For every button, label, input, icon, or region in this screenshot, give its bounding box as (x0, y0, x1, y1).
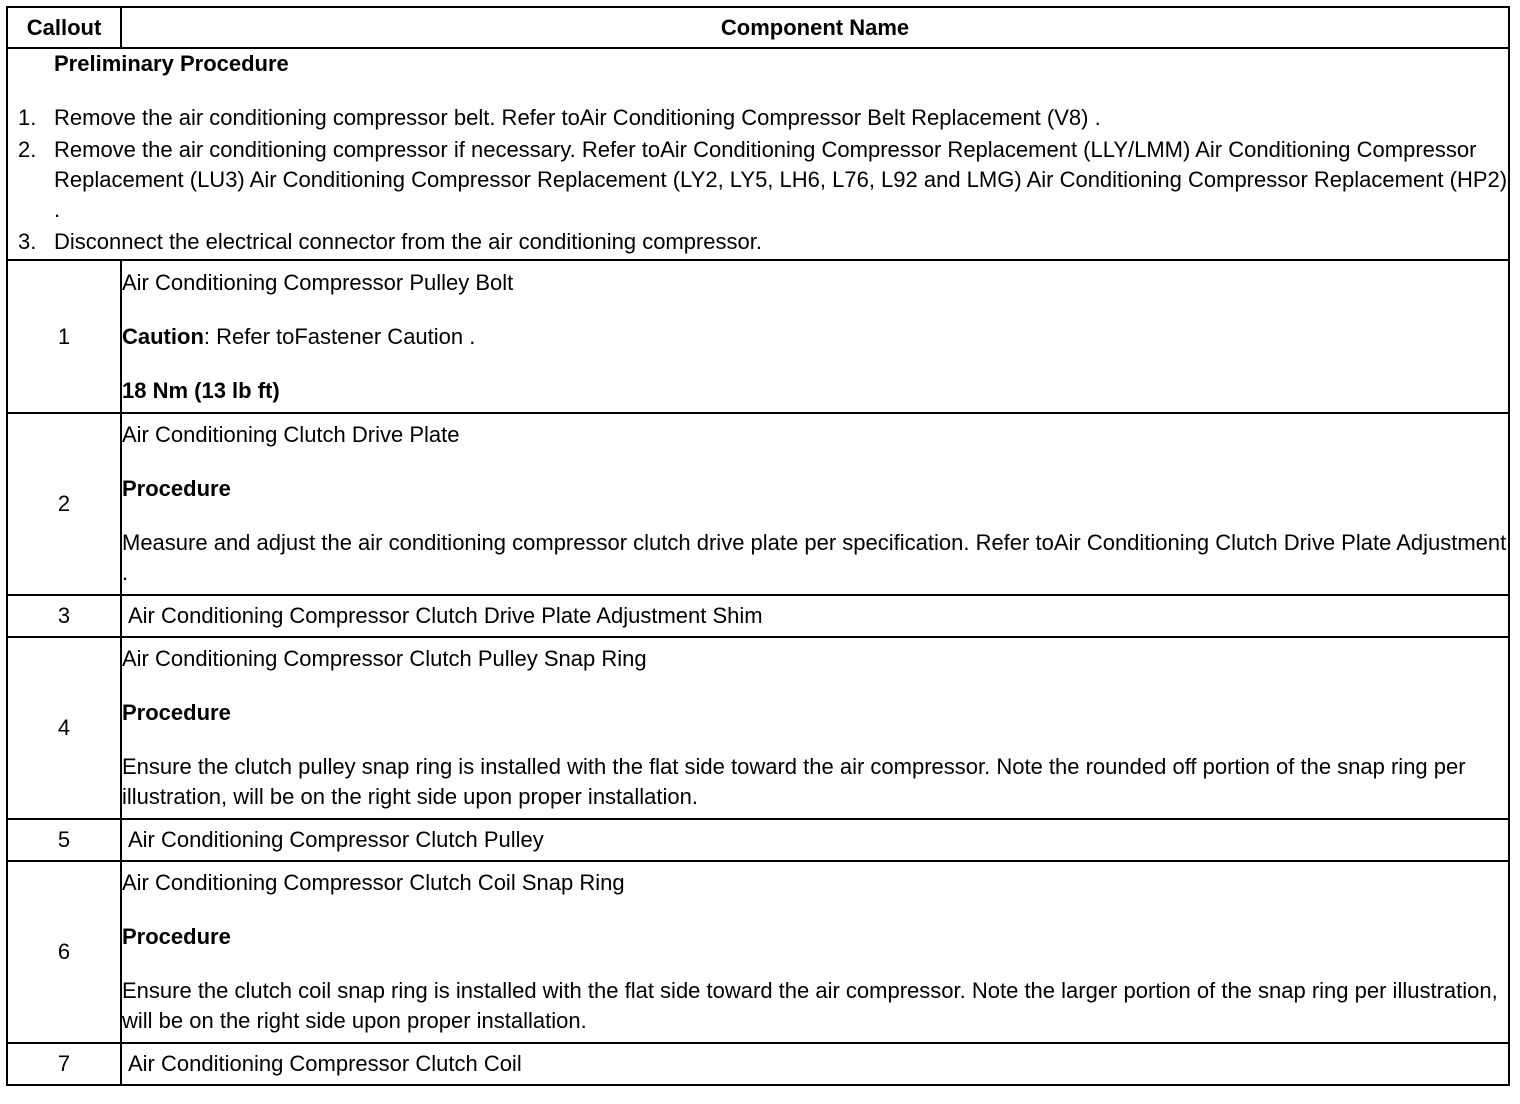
callout-cell: 7 (7, 1043, 121, 1085)
procedure-text: Measure and adjust the air conditioning compressor clutch drive plate per specification. Refer toAir Conditioning Clutch Drive Plate Adjustment . (122, 530, 1507, 585)
table-header-row (7, 7, 1509, 48)
component-cell (121, 637, 1509, 819)
procedure-label: Procedure (122, 700, 231, 725)
procedure-text: Ensure the clutch coil snap ring is installed with the flat side toward the air compressor. Note the larger portion of the snap ring per illustration, will be on the right side upon proper installation. (122, 978, 1498, 1033)
component-cell (121, 595, 1509, 637)
component-name: Air Conditioning Compressor Clutch Drive Plate Adjustment Shim (128, 603, 763, 628)
header-component-name: Component Name (121, 7, 1509, 48)
preliminary-step (8, 227, 1508, 257)
preliminary-steps-list (8, 103, 1508, 257)
component-cell (121, 413, 1509, 595)
table-row (7, 1043, 1509, 1085)
component-name: Air Conditioning Compressor Pulley Bolt (122, 269, 514, 295)
table-row (7, 861, 1509, 1043)
caution-note (122, 322, 1508, 352)
header-callout: Callout (7, 7, 121, 48)
caution-label: Caution (122, 323, 204, 349)
document-page (6, 6, 1508, 1086)
callout-cell: 5 (7, 819, 121, 861)
callout-cell: 4 (7, 637, 121, 819)
component-cell (121, 819, 1509, 861)
procedure-text: Ensure the clutch pulley snap ring is installed with the flat side toward the air compressor. Note the rounded off portion of the snap ring per illustration, will be on the right side upon proper installation. (122, 754, 1466, 809)
component-table (6, 6, 1510, 1086)
torque-spec: 18 Nm (13 lb ft) (122, 377, 280, 403)
preliminary-procedure-row (7, 48, 1509, 260)
step-number: 2. (18, 137, 37, 162)
callout-cell: 6 (7, 861, 121, 1043)
preliminary-step (8, 135, 1508, 225)
component-name: Air Conditioning Compressor Clutch Coil (128, 1051, 522, 1076)
component-cell (121, 861, 1509, 1043)
component-name: Air Conditioning Clutch Drive Plate (122, 422, 460, 447)
table-row (7, 819, 1509, 861)
procedure-label: Procedure (122, 924, 231, 949)
table-row (7, 260, 1509, 413)
callout-cell: 2 (7, 413, 121, 595)
callout-cell: 3 (7, 595, 121, 637)
table-row (7, 413, 1509, 595)
preliminary-procedure-cell (7, 48, 1509, 260)
component-name: Air Conditioning Compressor Clutch Pulley (128, 827, 544, 852)
caution-text: : Refer toFastener Caution . (203, 323, 476, 349)
step-text: Disconnect the electrical connector from the air conditioning compressor. (54, 229, 763, 254)
component-name: Air Conditioning Compressor Clutch Coil Snap Ring (122, 870, 625, 895)
step-text: Remove the air conditioning compressor if necessary. Refer toAir Conditioning Compressor Replacement (LLY/LMM) Air Conditioning Compressor Replacement (LU3) Air Conditioning Compressor Replacement (LY2, LY5, LH6, L76, L92 and LMG) Air Conditioning Compressor Replacement (HP2) . (54, 137, 1508, 222)
procedure-label: Procedure (122, 476, 231, 501)
preliminary-step (8, 103, 1508, 133)
preliminary-procedure-title: Preliminary Procedure (54, 51, 289, 76)
step-number: 1. (18, 105, 37, 130)
table-row (7, 637, 1509, 819)
table-row (7, 595, 1509, 637)
component-cell (121, 260, 1509, 413)
component-cell (121, 1043, 1509, 1085)
callout-cell: 1 (7, 260, 121, 413)
step-number: 3. (18, 229, 37, 254)
step-text: Remove the air conditioning compressor belt. Refer toAir Conditioning Compressor Belt Replacement (V8) . (54, 105, 1101, 130)
component-name: Air Conditioning Compressor Clutch Pulley Snap Ring (122, 646, 647, 671)
